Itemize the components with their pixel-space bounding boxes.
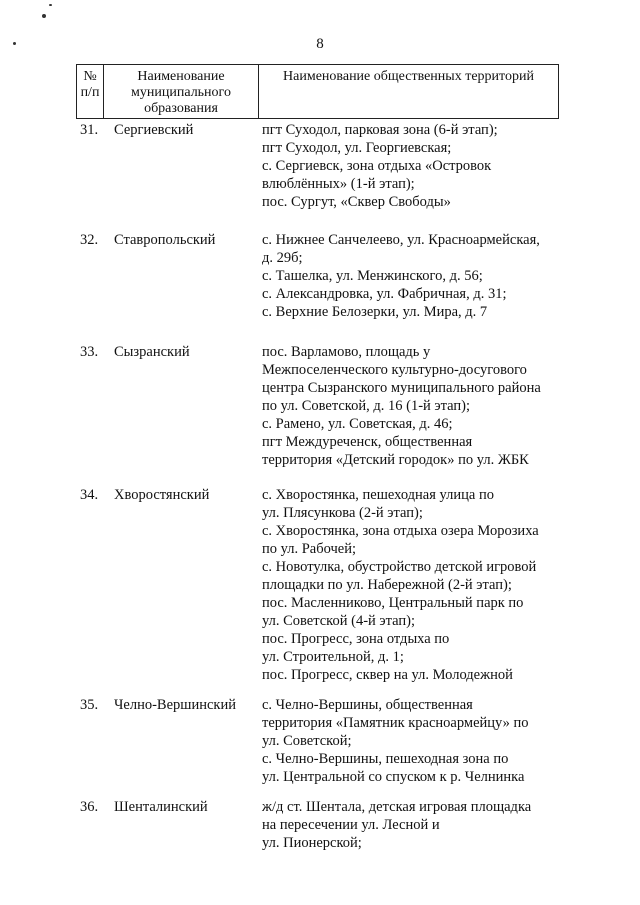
table-header	[76, 64, 559, 119]
territory-line: с. Александровка, ул. Фабричная, д. 31;	[262, 286, 507, 302]
territory-line: пос. Масленниково, Центральный парк по	[262, 595, 524, 611]
header-territories: Наименование общественных территорий	[283, 69, 534, 84]
territory-line: с. Новотулка, обустройство детской игровой	[262, 559, 537, 575]
territory-line: территория «Памятник красноармейцу» по	[262, 715, 529, 731]
territory-list	[262, 231, 572, 321]
territory-line: с. Хворостянка, пешеходная улица по	[262, 487, 494, 503]
municipality-name: Ставропольский	[114, 232, 216, 248]
territory-line: ул. Центральной со спуском к р. Челнинка	[262, 769, 525, 785]
row-number: 35.	[80, 697, 99, 713]
territory-line: пос. Прогресс, зона отдыха по	[262, 631, 450, 647]
territory-line: ул. Строительной, д. 1;	[262, 649, 404, 665]
territory-line: пгт Суходол, парковая зона (6-й этап);	[262, 122, 498, 138]
territory-line: пгт Суходол, ул. Георгиевская;	[262, 140, 452, 156]
page-number: 8	[316, 36, 324, 52]
territory-line: по ул. Рабочей;	[262, 541, 357, 557]
header-municipality: Наименование муниципального образования	[104, 65, 259, 118]
territory-line: по ул. Советской, д. 16 (1-й этап);	[262, 398, 471, 414]
territory-line: с. Челно-Вершины, общественная	[262, 697, 473, 713]
territory-list	[262, 798, 572, 852]
municipality-name: Сызранский	[114, 344, 190, 360]
territory-line: с. Рамено, ул. Советская, д. 46;	[262, 416, 453, 432]
territory-line: влюблённых» (1-й этап);	[262, 176, 415, 192]
territory-line: пос. Сургут, «Сквер Свободы»	[262, 194, 451, 210]
territory-list	[262, 121, 572, 211]
territory-line: территория «Детский городок» по ул. ЖБК	[262, 452, 529, 468]
territory-line: на пересечении ул. Лесной и	[262, 817, 440, 833]
territory-line: площадки по ул. Набережной (2-й этап);	[262, 577, 512, 593]
territory-line: ул. Плясункова (2-й этап);	[262, 505, 423, 521]
territory-list	[262, 343, 572, 469]
territory-line: с. Верхние Белозерки, ул. Мира, д. 7	[262, 304, 488, 320]
territory-list	[262, 486, 572, 684]
row-number: 33.	[80, 344, 99, 360]
territory-line: д. 29б;	[262, 250, 303, 266]
territory-list	[262, 696, 572, 786]
row-number: 31.	[80, 122, 99, 138]
territory-line: ул. Советской;	[262, 733, 352, 749]
municipality-name: Челно-Вершинский	[114, 697, 236, 713]
territory-line: с. Сергиевск, зона отдыха «Островок	[262, 158, 492, 174]
municipality-name: Хворостянский	[114, 487, 210, 503]
territory-line: с. Ташелка, ул. Менжинского, д. 56;	[262, 268, 483, 284]
territory-line: ж/д ст. Шентала, детская игровая площадка	[262, 799, 532, 815]
row-number: 32.	[80, 232, 99, 248]
territory-line: пос. Варламово, площадь у	[262, 344, 431, 360]
territory-line: ул. Советской (4-й этап);	[262, 613, 416, 629]
scan-speck	[42, 14, 46, 18]
territory-line: с. Хворостянка, зона отдыха озера Морозиха	[262, 523, 539, 539]
territory-line: пос. Прогресс, сквер на ул. Молодежной	[262, 667, 513, 683]
territory-line: с. Нижнее Санчелеево, ул. Красноармейская,	[262, 232, 540, 248]
scan-speck	[49, 4, 52, 6]
territory-line: центра Сызранского муниципального района	[262, 380, 541, 396]
territory-line: с. Челно-Вершины, пешеходная зона по	[262, 751, 509, 767]
row-number: 34.	[80, 487, 99, 503]
territory-line: Межпоселенческого культурно-досугового	[262, 362, 527, 378]
municipality-name: Сергиевский	[114, 122, 194, 138]
territory-line: пгт Междуреченск, общественная	[262, 434, 473, 450]
row-number: 36.	[80, 799, 99, 815]
header-num: № п/п	[77, 65, 104, 118]
territory-line: ул. Пионерской;	[262, 835, 362, 851]
municipality-name: Шенталинский	[114, 799, 208, 815]
